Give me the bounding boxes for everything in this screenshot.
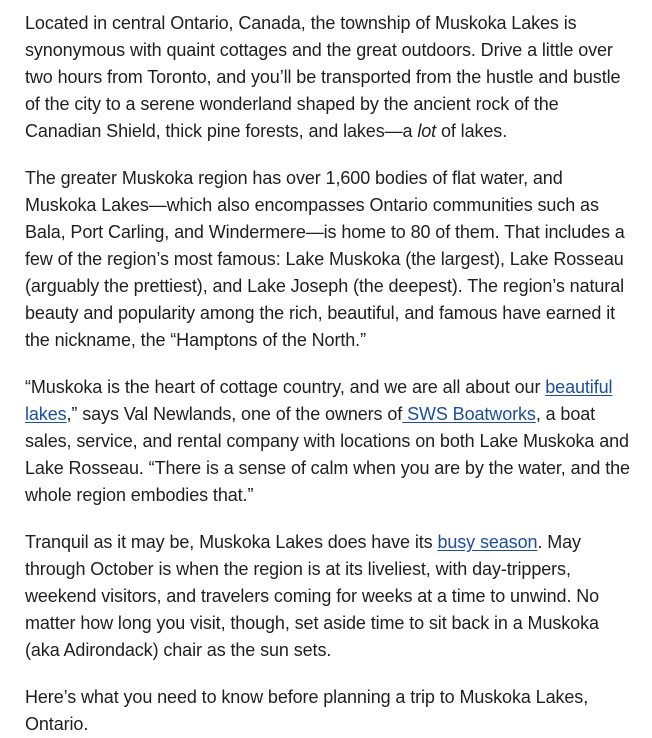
paragraph-quote-text-mid: ,” says Val Newlands, one of the owners of: [66, 404, 403, 424]
beautiful-lakes-link[interactable]: beautiful lakes: [25, 377, 613, 424]
paragraph-intro-text: Located in central Ontario, Canada, the township of Muskoka Lakes is synonymous with quaint cottages and the great outdoors. Drive a little over two hours from Toronto, and you’ll be transported from the hustle and bustle of the city to a serene wonderland shaped by the ancient rock of the Canadian Shield, thick pine forests, and lakes—a: [25, 13, 621, 141]
paragraph-intro: [25, 10, 632, 145]
paragraph-intro-text-end: of lakes.: [436, 121, 508, 141]
paragraph-region: The greater Muskoka region has over 1,600 bodies of flat water, and Muskoka Lakes—which also encompasses Ontario communities such as Bala, Port Carling, and Windermere—is home to 80 of them. That includes a few of the region’s most famous: Lake Muskoka (the largest), Lake Rosseau (arguably the prettiest), and Lake Joseph (the deepest). The region’s natural beauty and popularity among the rich, beautiful, and famous have earned it the nickname, the “Hamptons of the North.”: [25, 168, 625, 350]
paragraph-season-text: Tranquil as it may be, Muskoka Lakes does have its: [25, 532, 438, 552]
paragraph-closing: Here’s what you need to know before planning a trip to Muskoka Lakes, Ontario.: [25, 687, 589, 734]
paragraph-quote: [25, 374, 632, 509]
paragraph-quote-text: “Muskoka is the heart of cottage country, and we are all about our: [25, 377, 546, 397]
paragraph-season: [25, 529, 632, 664]
sws-boatworks-link[interactable]: SWS Boatworks: [402, 404, 536, 424]
busy-season-link[interactable]: busy season: [437, 532, 538, 552]
paragraph-season-text-end: . May through October is when the region is at its liveliest, with day-trippers, weekend visitors, and travelers coming for weeks at a time to unwind. No matter how long you visit, though, set aside time to sit back in a Muskoka (aka Adirondack) chair as the sun sets.: [25, 532, 600, 660]
paragraph-quote-text-end: , a boat sales, service, and rental company with locations on both Lake Muskoka and Lake Rosseau. “There is a sense of calm when you are by the water, and the whole region embodies that.”: [25, 404, 630, 505]
emphasis-lot: lot: [417, 121, 437, 141]
